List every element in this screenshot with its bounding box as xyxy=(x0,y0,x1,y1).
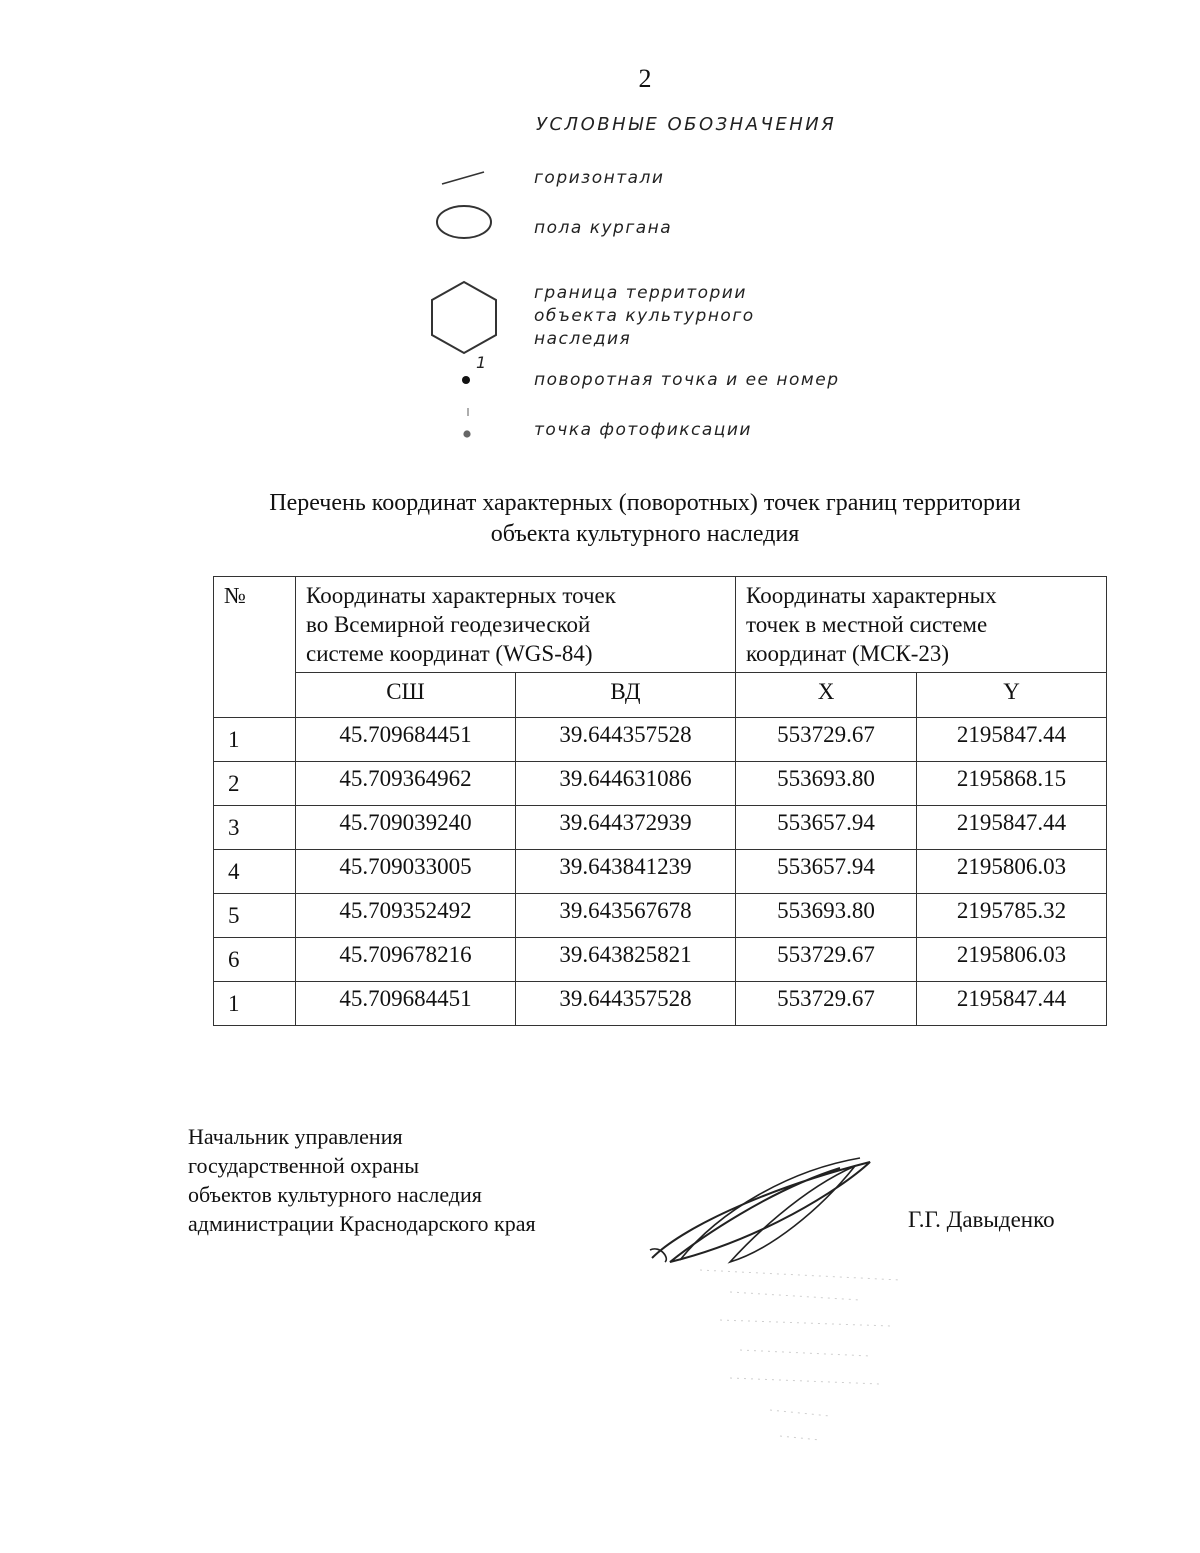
photo-point-dot-icon xyxy=(463,430,470,437)
cell-lat: 45.709364962 xyxy=(296,762,516,806)
cell-y: 2195868.15 xyxy=(917,762,1107,806)
cell-lat: 45.709039240 xyxy=(296,806,516,850)
table-row xyxy=(214,894,1107,938)
cell-number: 3 xyxy=(214,806,296,850)
coordinate-list-title xyxy=(0,488,1200,550)
cell-number: 1 xyxy=(214,982,296,1026)
cell-y: 2195785.32 xyxy=(917,894,1107,938)
header-msk23-line: Координаты характерных xyxy=(746,583,997,608)
cell-x: 553693.80 xyxy=(736,894,917,938)
cell-number: 6 xyxy=(214,938,296,982)
table-row xyxy=(214,762,1107,806)
handwritten-signature xyxy=(640,1150,880,1270)
cell-lat: 45.709033005 xyxy=(296,850,516,894)
header-wgs84-line: Координаты характерных точек xyxy=(306,583,616,608)
position-line: администрации Краснодарского края xyxy=(188,1211,536,1236)
legend-title: УСЛОВНЫЕ ОБОЗНАЧЕНИЯ xyxy=(536,114,837,135)
cell-number: 1 xyxy=(214,718,296,762)
table-row xyxy=(214,718,1107,762)
cell-y: 2195847.44 xyxy=(917,982,1107,1026)
coordinates-table xyxy=(213,576,1107,1026)
cell-number: 5 xyxy=(214,894,296,938)
cell-lon: 39.643825821 xyxy=(516,938,736,982)
table-subheader-row xyxy=(214,673,1107,718)
page-number: 2 xyxy=(638,64,652,93)
cell-lat: 45.709684451 xyxy=(296,718,516,762)
cell-y: 2195806.03 xyxy=(917,938,1107,982)
cell-y: 2195847.44 xyxy=(917,806,1107,850)
cell-x: 553657.94 xyxy=(736,850,917,894)
header-number: № xyxy=(214,577,296,718)
legend-label-mound: пола кургана xyxy=(534,218,673,238)
position-line: государственной охраны xyxy=(188,1153,420,1178)
cell-y: 2195847.44 xyxy=(917,718,1107,762)
legend-boundary-line: наследия xyxy=(534,329,632,349)
table-row xyxy=(214,850,1107,894)
signer-name: Г.Г. Давыденко xyxy=(908,1207,1055,1232)
legend-symbols xyxy=(420,160,520,450)
cell-x: 553729.67 xyxy=(736,938,917,982)
cell-number: 2 xyxy=(214,762,296,806)
table-header-row xyxy=(214,577,1107,673)
cell-x: 553657.94 xyxy=(736,806,917,850)
table-row xyxy=(214,982,1107,1026)
faded-stamp xyxy=(660,1260,960,1450)
cell-lon: 39.644372939 xyxy=(516,806,736,850)
cell-y: 2195806.03 xyxy=(917,850,1107,894)
mound-ellipse-icon xyxy=(437,206,491,238)
legend-boundary-line: граница территории xyxy=(534,283,747,303)
cell-lat: 45.709684451 xyxy=(296,982,516,1026)
signatory-position xyxy=(188,1122,536,1238)
list-title-line: Перечень координат характерных (поворотных) точек границ территории xyxy=(269,490,1021,516)
legend-boundary-line: объекта культурного xyxy=(534,306,755,326)
header-msk23-line: точек в местной системе xyxy=(746,612,988,637)
cell-lon: 39.644631086 xyxy=(516,762,736,806)
header-wgs84-line: во Всемирной геодезической xyxy=(306,612,591,637)
cell-lon: 39.644357528 xyxy=(516,718,736,762)
subheader-y: Y xyxy=(917,673,1107,718)
contour-line-icon xyxy=(442,172,484,184)
legend-label-turning-point: поворотная точка и ее номер xyxy=(534,370,840,390)
legend-label-contour: горизонтали xyxy=(534,168,665,188)
header-wgs84-line: системе координат (WGS-84) xyxy=(306,641,593,666)
cell-lat: 45.709352492 xyxy=(296,894,516,938)
cell-x: 553729.67 xyxy=(736,982,917,1026)
cell-lat: 45.709678216 xyxy=(296,938,516,982)
position-line: объектов культурного наследия xyxy=(188,1182,482,1207)
header-msk23 xyxy=(736,577,1107,673)
cell-number: 4 xyxy=(214,850,296,894)
table-row xyxy=(214,938,1107,982)
boundary-hexagon-icon xyxy=(432,282,496,353)
subheader-lat: СШ xyxy=(296,673,516,718)
list-title-line: объекта культурного наследия xyxy=(490,521,800,547)
subheader-x: X xyxy=(736,673,917,718)
legend-label-photo-point: точка фотофиксации xyxy=(534,420,752,440)
turning-point-number: 1 xyxy=(476,353,487,372)
table-row xyxy=(214,806,1107,850)
cell-lon: 39.643567678 xyxy=(516,894,736,938)
cell-x: 553729.67 xyxy=(736,718,917,762)
header-wgs84 xyxy=(296,577,736,673)
cell-lon: 39.643841239 xyxy=(516,850,736,894)
cell-lon: 39.644357528 xyxy=(516,982,736,1026)
subheader-lon: ВД xyxy=(516,673,736,718)
header-msk23-line: координат (МСК-23) xyxy=(746,641,950,666)
legend-label-boundary xyxy=(534,282,755,351)
turning-point-dot-icon xyxy=(462,376,470,384)
cell-x: 553693.80 xyxy=(736,762,917,806)
position-line: Начальник управления xyxy=(188,1124,403,1149)
